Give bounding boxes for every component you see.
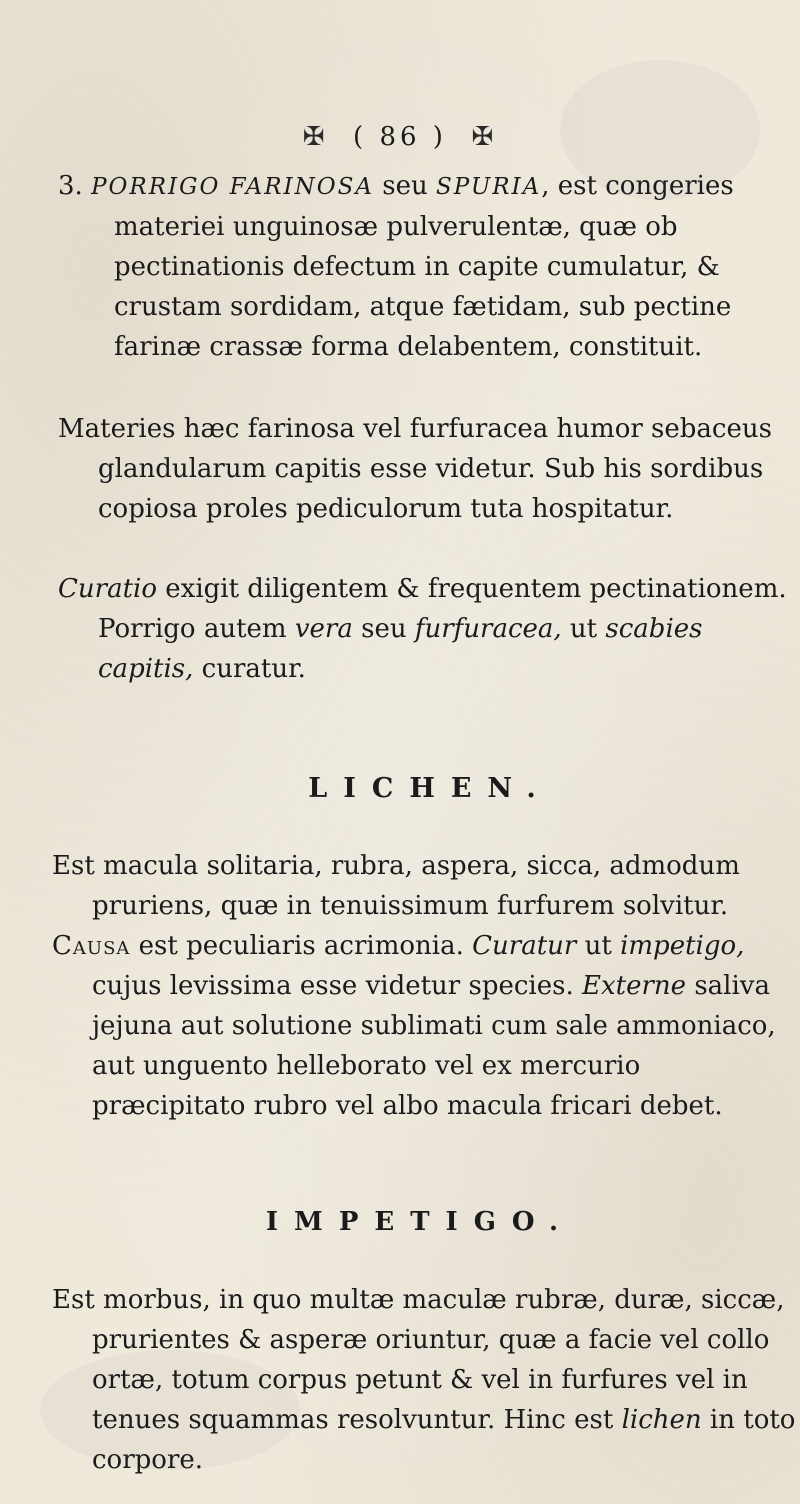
impetigo-para	[52, 1280, 798, 1480]
entry-title-alt: SPURIA	[436, 174, 542, 200]
curatio-text: exigit diligentem & frequentem pectinationem. Porrigo autem	[98, 574, 787, 644]
impetigo-heading: IMPETIGO.	[265, 1207, 575, 1237]
page-header	[0, 122, 800, 152]
externe-label: Externe	[582, 971, 687, 1001]
lichen-definition: Est macula solitaria, rubra, aspera, sicca, admodum pruriens, quæ in tenuissimum furfurem solvitur.	[52, 851, 740, 921]
curatur-label: Curatur	[472, 931, 577, 961]
impetigo-end: in toto corpore.	[92, 1405, 796, 1475]
curatur-text: curatur.	[193, 654, 306, 684]
entry-seu: seu	[382, 171, 428, 201]
causa-label: Causa	[52, 931, 131, 961]
porrigo-curatio	[58, 569, 798, 689]
curatur-text: ut	[576, 931, 621, 961]
ornament-left-icon: ✠	[302, 122, 329, 152]
porrigo-materies	[58, 409, 798, 529]
porrigo-entry	[58, 166, 800, 367]
vera-term: vera	[294, 614, 353, 644]
impetigo-ref: impetigo,	[620, 931, 745, 961]
entry-number: 3.	[58, 171, 83, 201]
ut-text: ut	[561, 614, 606, 644]
furfuracea-term: furfuracea,	[414, 614, 562, 644]
lichen-para-1	[52, 846, 798, 926]
entry-definition: , est congeries materiei unguinosæ pulverulentæ, quæ ob pectinationis defectum in capite cumulatur, & crustam sordidam, atque fætidam, sub pectine farinæ crassæ forma delabentem, constituit.	[114, 171, 734, 362]
seu-text: seu	[352, 614, 415, 644]
causa-text: est peculiaris acrimonia.	[130, 931, 473, 961]
impetigo-definition: Est morbus, in quo multæ maculæ rubræ, duræ, siccæ, prurientes & asperæ oriuntur, quæ a facie vel collo ortæ, totum corpus petunt & vel in furfures vel in tenues squammas resolvuntur. Hinc est	[52, 1285, 785, 1435]
cujus-text: cujus levissima esse videtur species.	[92, 971, 583, 1001]
ornament-right-icon: ✠	[471, 122, 498, 152]
lichen-ref: lichen	[621, 1405, 702, 1435]
curatio-label: Curatio	[58, 574, 157, 604]
page-number: ( 86 )	[353, 122, 447, 152]
scabies-term: scabies capitis,	[98, 614, 703, 684]
materies-text: Materies hæc farinosa vel furfuracea humor sebaceus glandularum capitis esse videtur. Sub his sordibus copiosa proles pediculorum tuta hospitatur.	[58, 414, 772, 524]
externe-text: saliva jejuna aut solutione sublimati cum sale ammoniaco, aut unguento helleborato vel ex mercurio præcipitato rubro vel albo macula fricari debet.	[92, 971, 776, 1121]
lichen-heading: LICHEN.	[308, 773, 552, 804]
lichen-para-2	[52, 926, 798, 1126]
entry-title: PORRIGO FARINOSA	[91, 174, 374, 200]
